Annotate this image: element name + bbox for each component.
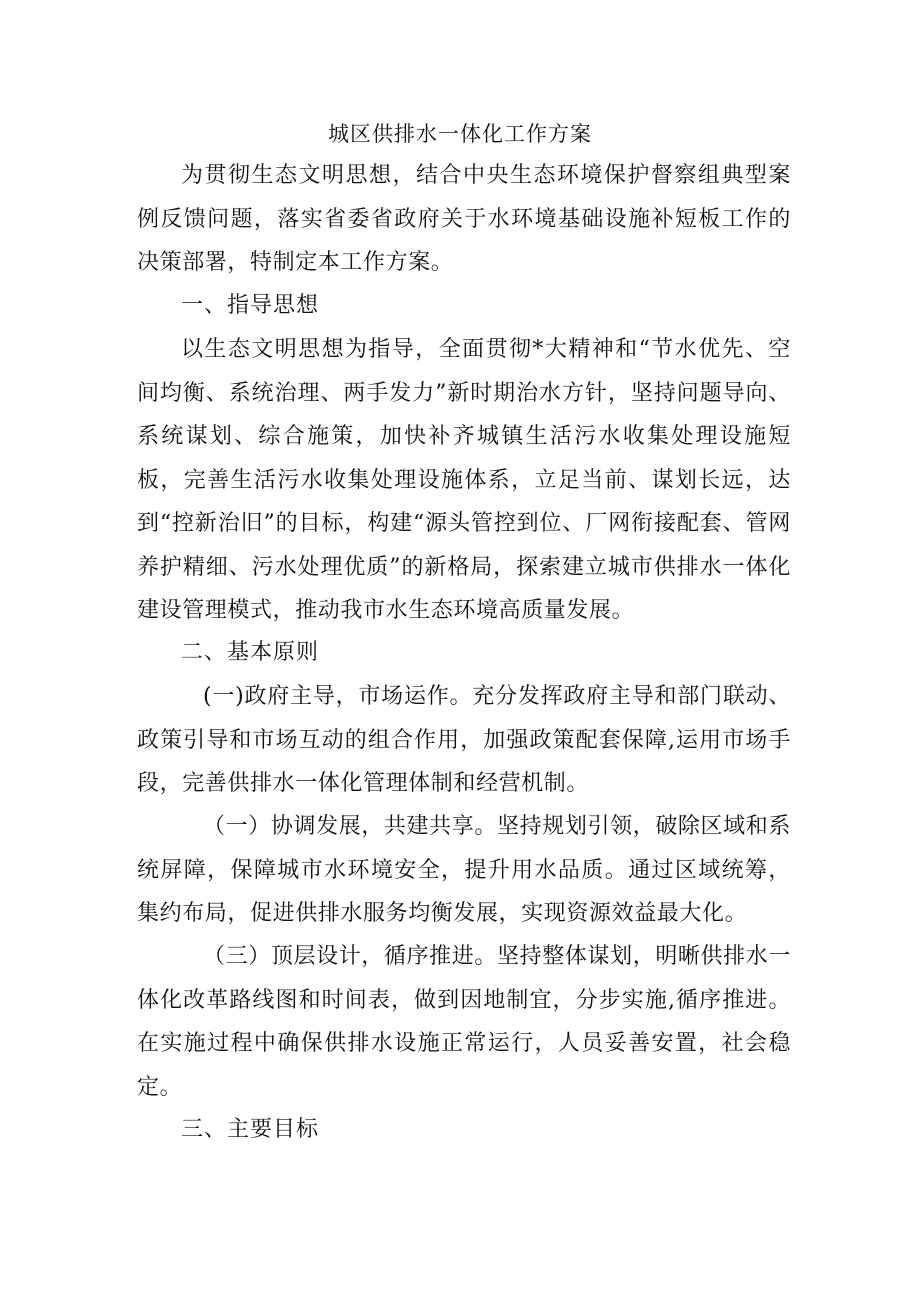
intro-paragraph: 为贯彻生态文明思想，结合中央生态环境保护督察组典型案例反馈问题，落实省委省政府关于水环境基础设施补短板工作的决策部署，特制定本工作方案。 xyxy=(137,163,791,275)
section-heading-main-goals: 三、主要目标 xyxy=(181,1117,320,1142)
principle-paragraph-3: （三）顶层设计，循序推进。坚持整体谋划，明晰供排水一体化改革路线图和时间表，做到因地制宜，分步实施,循序推进。在实施过程中确保供排水设施正常运行，人员妥善安置，社会稳定。 xyxy=(137,944,791,1100)
document-title: 城区供排水一体化工作方案 xyxy=(328,122,592,146)
guiding-ideology-paragraph: 以生态文明思想为指导，全面贯彻*大精神和“节水优先、空间均衡、系统治理、两手发力”新时期治水方针，坚持问题导向、系统谋划、综合施策，加快补齐城镇生活污水收集处理设施短板，完善生活污水收集处理设施体系，立足当前、谋划长远，达到“控新治旧”的目标，构建“源头管控到位、厂网衔接配套、管网养护精细、污水处理优质”的新格局，探索建立城市供排水一体化建设管理模式，推动我市水生态环境高质量发展。 xyxy=(137,337,791,623)
principle-paragraph-2: （一）协调发展，共建共享。坚持规划引领，破除区域和系统屏障，保障城市水环境安全，提升用水品质。通过区域统筹，集约布局，促进供排水服务均衡发展，实现资源效益最大化。 xyxy=(137,814,791,926)
principle-paragraph-1: (一)政府主导，市场运作。充分发挥政府主导和部门联动、政策引导和市场互动的组合作用，加强政策配套保障,运用市场手段，完善供排水一体化管理体制和经营机制。 xyxy=(137,684,791,796)
section-heading-basic-principles: 二、基本原则 xyxy=(181,640,320,665)
section-heading-guiding-ideology: 一、指导思想 xyxy=(181,293,320,318)
